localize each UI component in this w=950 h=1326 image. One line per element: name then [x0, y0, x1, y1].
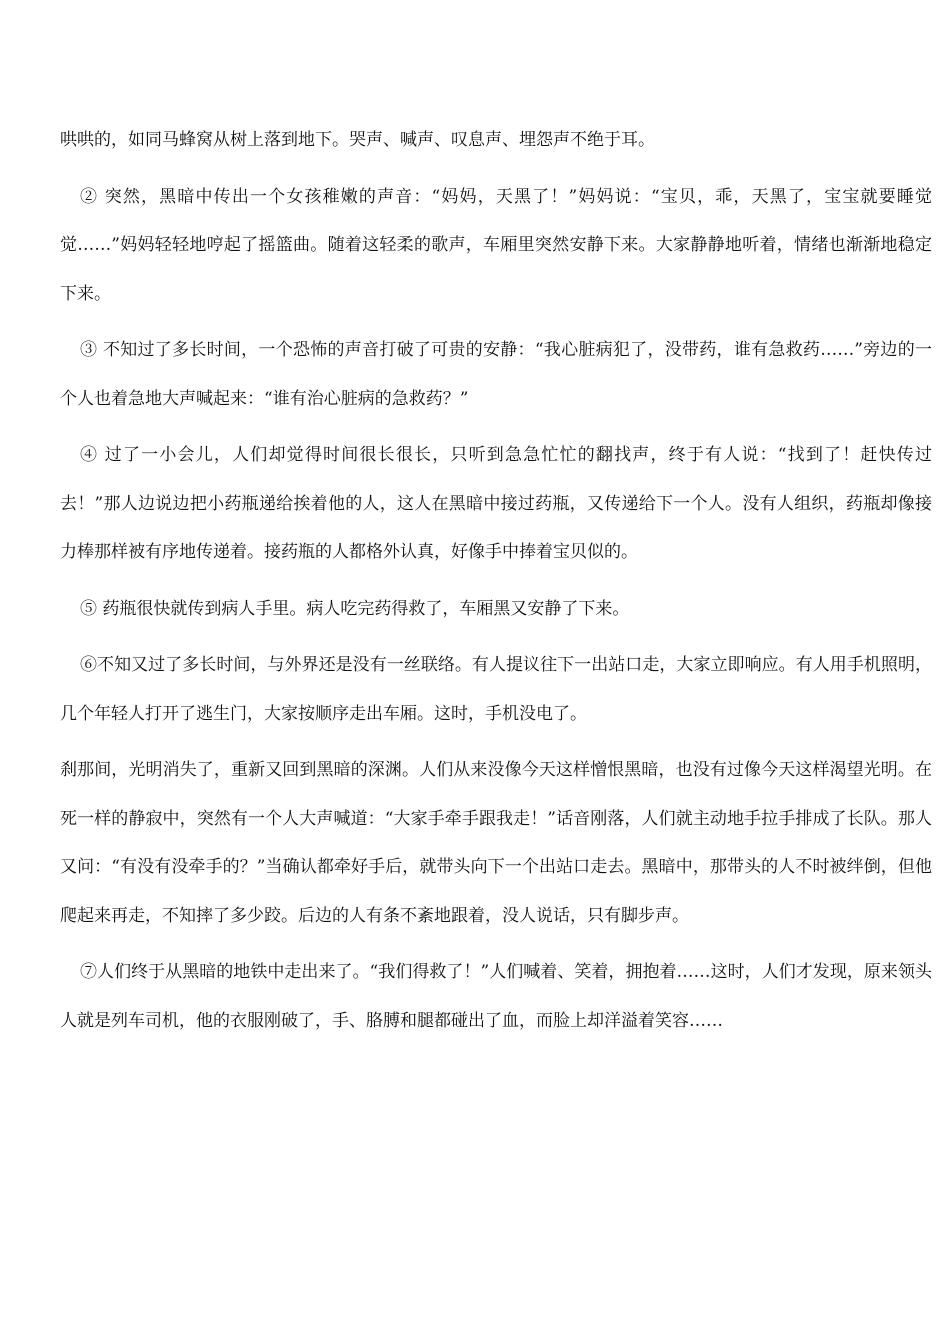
paragraph-4: ④ 过了一小会儿，人们却觉得时间很长很长，只听到急急忙忙的翻找声，终于有人说：“找到了！赶快传过去！”那人边说边把小药瓶递给挨着他的人，这人在黑暗中接过药瓶，又传递给下一个人。没有人组织，药瓶却像接力棒那样被有序地传递着。接药瓶的人都格外认真，好像手中捧着宝贝似的。	[60, 445, 932, 562]
paragraph-3: ③ 不知过了多长时间，一个恐怖的声音打破了可贵的安静：“我心脏病犯了，没带药，谁有急救药……”旁边的一个人也着急地大声喊起来：“谁有治心脏病的急救药？”	[60, 340, 932, 409]
paragraph-6-continued: 刹那间，光明消失了，重新又回到黑暗的深渊。人们从来没像今天这样憎恨黑暗，也没有过像今天这样渴望光明。在死一样的静寂中，突然有一个人大声喊道：“大家手牵手跟我走！”话音刚落，人们就主动地手拉手排成了长队。那人又问：“有没有没牵手的？”当确认都牵好手后，就带头向下一个出站口走去。黑暗中，那带头的人不时被绊倒，但他爬起来再走，不知摔了多少跤。后边的人有条不紊地跟着，没人说话，只有脚步声。	[60, 760, 932, 926]
document-page	[60, 116, 932, 1045]
paragraph-6: ⑥不知又过了多长时间，与外界还是没有一丝联络。有人提议往下一出站口走，大家立即响应。有人用手机照明，几个年轻人打开了逃生门，大家按顺序走出车厢。这时，手机没电了。	[60, 655, 932, 724]
paragraph-7: ⑦人们终于从黑暗的地铁中走出来了。“我们得救了！”人们喊着、笑着，拥抱着……这时，人们才发现，原来领头人就是列车司机，他的衣服刚破了，手、胳膊和腿都碰出了血，而脸上却洋溢着笑容……	[60, 962, 932, 1031]
paragraph-2: ② 突然，黑暗中传出一个女孩稚嫩的声音：“妈妈，天黑了！”妈妈说：“宝贝，乖，天黑了，宝宝就要睡觉觉……”妈妈轻轻地哼起了摇篮曲。随着这轻柔的歌声，车厢里突然安静下来。大家静静地听着，情绪也渐渐地稳定下来。	[60, 186, 932, 304]
paragraph-continuation: 哄哄的，如同马蜂窝从树上落到地下。哭声、喊声、叹息声、埋怨声不绝于耳。	[60, 130, 655, 150]
paragraph-5: ⑤ 药瓶很快就传到病人手里。病人吃完药得救了，车厢黑又安静了下来。	[80, 598, 630, 619]
